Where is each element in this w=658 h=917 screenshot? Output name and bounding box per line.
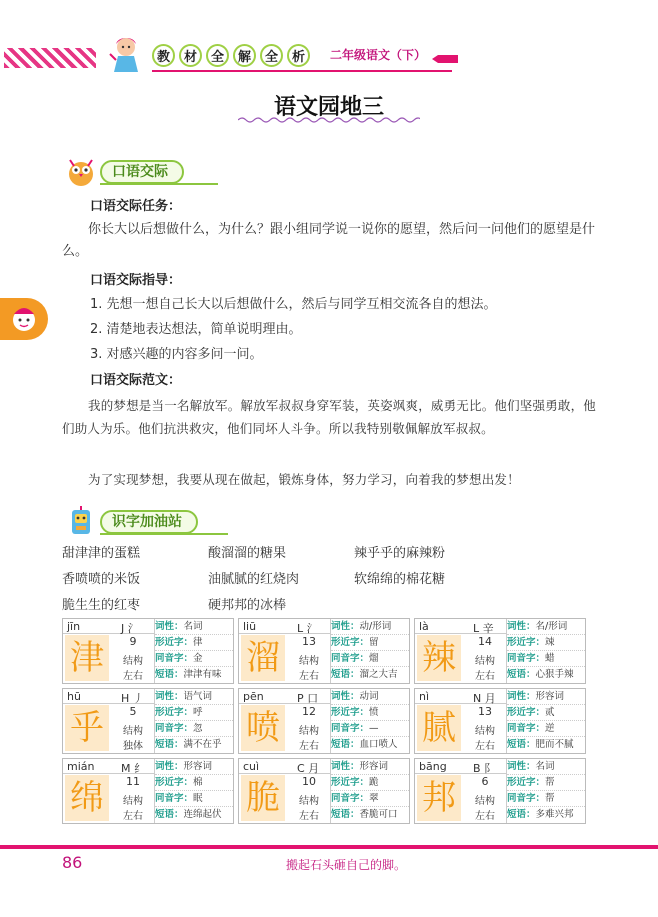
card-row-phrase: [507, 737, 585, 753]
char-card: [414, 618, 586, 684]
row-value: 跪: [369, 777, 379, 788]
header-check-pattern: [4, 48, 96, 68]
row-label: 短语：: [507, 739, 536, 750]
card-character: 邦: [417, 775, 461, 821]
row-label: 同音字：: [331, 793, 370, 804]
row-label: 同音字：: [155, 723, 194, 734]
card-row-homophone: [155, 651, 233, 667]
row-value: 呼: [193, 707, 203, 718]
header-badge: 全: [260, 44, 283, 67]
section-label: 识字加油站: [100, 510, 198, 534]
row-value: 帮: [545, 793, 555, 804]
row-label: 短语：: [507, 669, 536, 680]
card-character: 溜: [241, 635, 285, 681]
card-pinyin: jīn: [67, 620, 81, 633]
footer-rule: [0, 845, 658, 849]
card-structure: 左右: [299, 671, 319, 682]
row-value: —: [369, 723, 379, 734]
card-radical: L 氵: [297, 622, 318, 635]
header-grade: 二年级语文（下）: [330, 48, 427, 62]
card-strokes: 13: [302, 635, 316, 648]
card-row-phrase: [331, 737, 409, 753]
row-label: 同音字：: [155, 793, 194, 804]
card-strokes: 10: [302, 775, 316, 788]
card-strokes: 6: [481, 775, 489, 788]
row-value: 熘: [369, 653, 379, 664]
sample-paragraph: 为了实现梦想，我要从现在做起，锻炼身体，努力学习，向着我的梦想出发！: [88, 472, 520, 487]
card-structure-label: 结构: [475, 726, 495, 737]
card-structure-label: 结构: [123, 656, 143, 667]
row-label: 同音字：: [331, 723, 370, 734]
card-row-similar: [331, 705, 409, 721]
card-character: 津: [65, 635, 109, 681]
card-row-similar: [155, 635, 233, 651]
guide-item: 1. 先想一想自己长大以后想做什么，然后与同学互相交流各自的想法。: [90, 297, 497, 312]
row-label: 词性：: [331, 761, 360, 772]
card-row-phrase: [331, 667, 409, 683]
card-structure: 左右: [123, 671, 143, 682]
row-value: 满不在乎: [183, 739, 222, 750]
card-row-similar: [155, 775, 233, 791]
section-underline: [100, 183, 218, 185]
row-value: 形容词: [183, 761, 213, 772]
header-badge: 教: [152, 44, 175, 67]
card-row-homophone: [507, 651, 585, 667]
row-value: 香脆可口: [359, 809, 398, 820]
header-rule: [152, 70, 452, 72]
row-value: 愤: [369, 707, 379, 718]
row-value: 蜡: [545, 653, 555, 664]
row-value: 溜之大吉: [359, 669, 398, 680]
card-row-homophone: [331, 791, 409, 807]
phrase: 软绵绵的棉花糖: [354, 572, 446, 587]
card-structure-label: 结构: [475, 796, 495, 807]
header-badge: 全: [206, 44, 229, 67]
card-structure-label: 结构: [475, 656, 495, 667]
row-label: 同音字：: [507, 653, 546, 664]
card-structure: 左右: [475, 741, 495, 752]
fairy-mascot-icon: [108, 34, 144, 74]
row-value: 连绵起伏: [183, 809, 222, 820]
cartoon-face-icon: [10, 304, 38, 334]
row-label: 短语：: [331, 739, 360, 750]
card-structure: 左右: [123, 811, 143, 822]
row-label: 短语：: [155, 669, 184, 680]
row-label: 形近字：: [507, 707, 546, 718]
card-structure: 左右: [475, 811, 495, 822]
row-value: 动/形词: [359, 621, 392, 632]
card-radical: H 丿: [121, 692, 144, 705]
card-structure-label: 结构: [299, 726, 319, 737]
card-pinyin: hū: [67, 690, 81, 703]
page-header: [0, 40, 658, 76]
card-row-pos: [331, 689, 409, 705]
char-card: [62, 688, 234, 754]
card-row-homophone: [331, 721, 409, 737]
row-label: 词性：: [331, 621, 360, 632]
row-value: 形容词: [535, 691, 565, 702]
card-row-pos: [331, 619, 409, 635]
row-label: 同音字：: [331, 653, 370, 664]
card-row-homophone: [331, 651, 409, 667]
row-value: 多难兴邦: [535, 809, 574, 820]
row-value: 律: [193, 637, 203, 648]
card-pinyin: pēn: [243, 690, 264, 703]
card-pinyin: bāng: [419, 760, 447, 773]
sample-paragraph: 我的梦想是当一名解放军。解放军叔叔身穿军装，英姿飒爽，威勇无比。他们坚强勇敢，他们助人为乐。他们抗洪救灾，他们同坏人斗争。所以我特别敬佩解放军叔叔。: [62, 398, 597, 436]
card-row-pos: [155, 619, 233, 635]
card-radical: N 月: [473, 692, 496, 705]
card-row-phrase: [155, 807, 233, 823]
phrase: 油腻腻的红烧肉: [208, 572, 300, 587]
card-pinyin: liū: [243, 620, 257, 633]
card-strokes: 13: [478, 705, 492, 718]
card-row-similar: [507, 775, 585, 791]
row-value: 血口喷人: [359, 739, 398, 750]
card-row-phrase: [507, 667, 585, 683]
phrase: 脆生生的红枣: [62, 598, 141, 613]
guide-heading: 口语交际指导：: [90, 273, 182, 288]
page-number: 86: [62, 853, 83, 872]
row-label: 词性：: [331, 691, 360, 702]
card-strokes: 14: [478, 635, 492, 648]
card-character: 喷: [241, 705, 285, 751]
row-value: 眠: [193, 793, 203, 804]
row-label: 形近字：: [331, 777, 370, 788]
robot-mascot-icon: [64, 504, 98, 538]
row-value: 翠: [369, 793, 379, 804]
section-label: 口语交际: [100, 160, 184, 184]
char-card: [62, 618, 234, 684]
card-character: 绵: [65, 775, 109, 821]
row-label: 词性：: [155, 761, 184, 772]
phrase: 硬邦邦的冰棒: [208, 598, 287, 613]
card-radical: C 月: [297, 762, 320, 775]
card-radical: L 辛: [473, 622, 494, 635]
row-value: 名词: [183, 621, 203, 632]
row-value: 棉: [193, 777, 203, 788]
row-label: 短语：: [331, 809, 360, 820]
guide-item: 3. 对感兴趣的内容多问一问。: [90, 347, 263, 362]
row-label: 形近字：: [155, 637, 194, 648]
card-character: 乎: [65, 705, 109, 751]
phrase: 辣乎乎的麻辣粉: [354, 546, 446, 561]
card-character: 脆: [241, 775, 285, 821]
card-character: 腻: [417, 705, 461, 751]
card-strokes: 9: [129, 635, 137, 648]
card-row-pos: [507, 759, 585, 775]
row-value: 津津有味: [183, 669, 222, 680]
card-structure: 左右: [475, 671, 495, 682]
phrase: 酸溜溜的糖果: [208, 546, 287, 561]
row-label: 词性：: [507, 621, 536, 632]
card-row-phrase: [331, 807, 409, 823]
card-structure: 左右: [299, 741, 319, 752]
header-badge: 解: [233, 44, 256, 67]
card-structure-label: 结构: [299, 656, 319, 667]
card-structure: 左右: [299, 811, 319, 822]
row-value: 逆: [545, 723, 555, 734]
row-label: 同音字：: [507, 723, 546, 734]
header-badge: 材: [179, 44, 202, 67]
row-value: 形容词: [359, 761, 389, 772]
card-structure-label: 结构: [123, 726, 143, 737]
row-label: 同音字：: [155, 653, 194, 664]
page-title: 语文园地三: [273, 95, 384, 120]
card-pinyin: nì: [419, 690, 430, 703]
phrase: 香喷喷的米饭: [62, 572, 141, 587]
title-wave-decoration: [238, 116, 420, 124]
card-pinyin: là: [419, 620, 429, 633]
side-tab: [0, 298, 48, 340]
card-row-pos: [507, 689, 585, 705]
sample-heading: 口语交际范文：: [90, 373, 182, 388]
card-pinyin: cuì: [243, 760, 260, 773]
card-row-phrase: [155, 737, 233, 753]
header-badge: 析: [287, 44, 310, 67]
row-label: 形近字：: [155, 777, 194, 788]
row-value: 名/形词: [535, 621, 568, 632]
row-label: 词性：: [155, 691, 184, 702]
card-radical: P 口: [297, 692, 319, 705]
card-strokes: 11: [126, 775, 140, 788]
row-label: 短语：: [155, 809, 184, 820]
task-text: 你长大以后想做什么，为什么？跟小组同学说一说你的愿望，然后问一问他们的愿望是什么。: [62, 222, 596, 259]
header-badges: [152, 44, 310, 67]
row-label: 形近字：: [507, 637, 546, 648]
row-value: 忽: [193, 723, 203, 734]
card-row-similar: [507, 705, 585, 721]
card-row-pos: [331, 759, 409, 775]
row-label: 词性：: [155, 621, 184, 632]
card-structure-label: 结构: [299, 796, 319, 807]
section-literacy-header: [64, 504, 214, 534]
card-strokes: 12: [302, 705, 316, 718]
char-card: [62, 758, 234, 824]
card-radical: J 氵: [121, 622, 139, 635]
row-value: 金: [193, 653, 203, 664]
row-label: 同音字：: [507, 793, 546, 804]
card-row-phrase: [155, 667, 233, 683]
row-label: 形近字：: [331, 707, 370, 718]
row-value: 名词: [535, 761, 555, 772]
card-character: 辣: [417, 635, 461, 681]
row-label: 短语：: [155, 739, 184, 750]
card-row-homophone: [507, 791, 585, 807]
row-value: 竦: [545, 637, 555, 648]
section-oral-header: [64, 154, 204, 184]
pencil-icon: [432, 54, 460, 64]
guide-item: 2. 清楚地表达想法，简单说明理由。: [90, 322, 302, 337]
char-card: [238, 618, 410, 684]
row-value: 贰: [545, 707, 555, 718]
footer-saying: 搬起石头砸自己的脚。: [286, 858, 407, 872]
card-strokes: 5: [129, 705, 137, 718]
card-row-similar: [331, 775, 409, 791]
task-heading: 口语交际任务：: [90, 199, 182, 214]
card-divider: [63, 633, 154, 634]
card-row-pos: [155, 759, 233, 775]
row-label: 词性：: [507, 691, 536, 702]
card-row-homophone: [507, 721, 585, 737]
row-value: 动词: [359, 691, 379, 702]
row-label: 短语：: [331, 669, 360, 680]
card-row-pos: [507, 619, 585, 635]
card-row-similar: [155, 705, 233, 721]
card-structure: 独体: [123, 741, 143, 752]
row-value: 肥而不腻: [535, 739, 574, 750]
row-value: 心狠手辣: [535, 669, 574, 680]
card-radical: B 阝: [473, 762, 496, 775]
card-radical: M 纟: [121, 762, 145, 775]
card-structure-label: 结构: [123, 796, 143, 807]
row-label: 形近字：: [331, 637, 370, 648]
card-row-pos: [155, 689, 233, 705]
row-value: 留: [369, 637, 379, 648]
char-card: [238, 758, 410, 824]
card-row-similar: [507, 635, 585, 651]
char-card: [414, 688, 586, 754]
card-row-phrase: [507, 807, 585, 823]
row-value: 语气词: [183, 691, 213, 702]
card-row-homophone: [155, 721, 233, 737]
row-label: 短语：: [507, 809, 536, 820]
char-card: [414, 758, 586, 824]
phrase: 甜津津的蛋糕: [62, 546, 141, 561]
card-row-homophone: [155, 791, 233, 807]
row-label: 形近字：: [507, 777, 546, 788]
row-value: 帮: [545, 777, 555, 788]
row-label: 词性：: [507, 761, 536, 772]
char-card: [238, 688, 410, 754]
card-row-similar: [331, 635, 409, 651]
row-label: 形近字：: [155, 707, 194, 718]
section-underline: [100, 533, 228, 535]
owl-mascot-icon: [64, 154, 98, 188]
card-pinyin: mián: [67, 760, 95, 773]
